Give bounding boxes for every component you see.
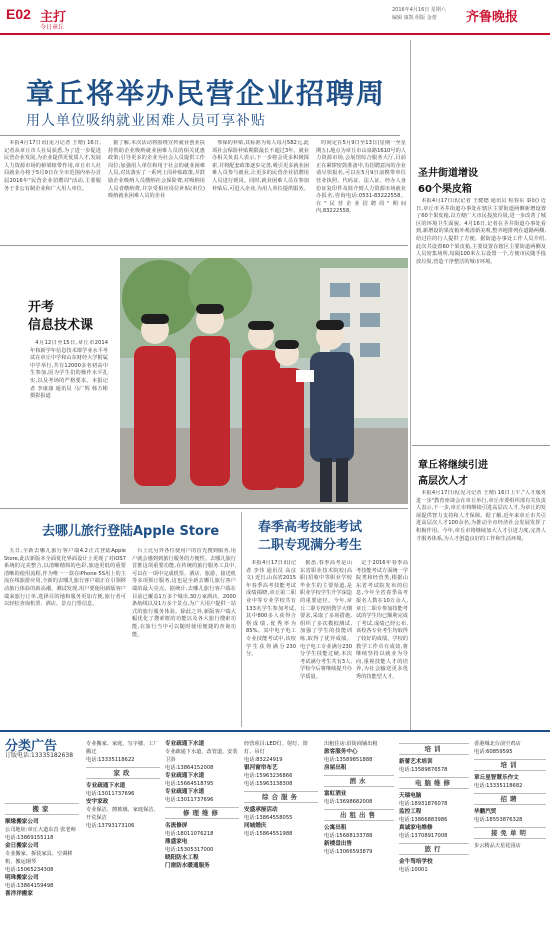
ad-business-name: 鼎盛家电 bbox=[165, 839, 188, 845]
ad-text: 电话:83224919 bbox=[244, 757, 283, 763]
ad-category: 综合服务 bbox=[244, 791, 318, 803]
ad-text: 电话:13589851888 bbox=[324, 757, 373, 763]
ad-category: 培训 bbox=[399, 743, 469, 755]
ad-category: 旅行 bbox=[399, 843, 469, 855]
apple-story-col1: 五日,全新去哪儿旅行客户端4.2正式登陆Apple Store,此次新版本全面优化界面设计上更现了对iOS7系统的完美整合,以清晰精简的色彩,旅途更低的重要清晰的使用流程,作为唯一一款在iPhone 5S用上的主流在线旅游应用,全新的去哪儿旅行客户端正在引领移动旅行体验的新高潮。测试发现,用户要使用新版客户端来旅行订单,选择目的地和服务更加方便,旅行者可以轻松查询机票、酒店、景点门票信息。 bbox=[4, 548, 126, 608]
ad-business-name: 华鹏汽贸 bbox=[474, 809, 497, 815]
ads-title: 分类广告 bbox=[5, 739, 58, 754]
left-story-title: 开考 bbox=[28, 300, 55, 315]
ad-text: 电话:13589876578 bbox=[399, 767, 448, 773]
main-subheadline: 用人单位吸纳就业困难人员可享补贴 bbox=[26, 113, 266, 129]
ad-text: 电话:10001 bbox=[399, 867, 428, 873]
ad-category: 电脑维修 bbox=[399, 777, 469, 789]
newspaper-logo: 齐鲁晚报 bbox=[466, 10, 519, 25]
header-rule bbox=[0, 33, 550, 35]
ad-business-name: 富虹酒业 bbox=[324, 791, 347, 797]
ad-business-name: 专业疏通下水道 bbox=[86, 783, 126, 789]
ad-text: 经营项目:LED灯、射灯、筒灯、吊灯 bbox=[244, 741, 308, 755]
ad-text: 电话:15664518795 bbox=[165, 781, 214, 787]
ad-business-name: 新楼盘出售 bbox=[324, 841, 352, 847]
ad-category: 修理维修 bbox=[165, 807, 239, 819]
ad-column bbox=[244, 740, 318, 925]
apple-story-title: 去哪儿旅行登陆Apple Store bbox=[42, 524, 220, 539]
exam-story-col1: 本报4月17日讯(记者 李伟 通讯员 高彦文) 近日,山东省2015年春季高考技能考试成绩揭晓,章丘第二职业中等专业学校共有133名学生参加考试,其中800多人获得合格成绩,优秀率为85%。其中电子电工专业技能考试中,该校学生获得满分230分。 bbox=[246, 560, 296, 658]
ad-category: 出租出售 bbox=[324, 809, 394, 821]
ad-text: 电话:13066593879 bbox=[324, 849, 373, 855]
right-story2-title: 章丘将继续引进 bbox=[418, 460, 488, 471]
ad-text: 步云精品天星花园店 bbox=[474, 843, 521, 849]
divider bbox=[0, 135, 400, 136]
ad-text: 电话:18931876078 bbox=[399, 801, 448, 807]
ad-text: 电话:15688133788 bbox=[324, 833, 373, 839]
right-story1-text: 本报4月17日讯(记者 王健德 通讯员 程春东 秦珉) 近日,章丘市圣井街道办事处在辖区主要街道两侧新增设置了60个果皮箱,以方便广大市民投放垃圾,进一步改善了城区的环境卫生面貌。4月16日,记者在圣井街道办事处看到,新增设的果皮箱外观清新美观,整齐地排列在道路两侧,给过往的行人提供了方便。据街道办事处工作人员介绍,此次共设置60个果皮箱,主要设置在辖区主要街道两侧及人员密集场所,每隔100米左右设置一个,方便市民随手投放垃圾,营造干净整洁的城市环境。 bbox=[416, 198, 546, 265]
ad-text: 电话:13708917008 bbox=[399, 833, 448, 839]
ad-text: 电话:13011737696 bbox=[86, 791, 135, 797]
ad-text: 电话:13864152008 bbox=[165, 765, 214, 771]
ad-text: 电话:15963236866 bbox=[244, 773, 293, 779]
news-photo bbox=[120, 258, 408, 504]
ad-business-name: 公寓出租 bbox=[324, 825, 347, 831]
ad-text: 电话:15065234308 bbox=[5, 867, 54, 873]
vertical-divider bbox=[241, 512, 242, 727]
ad-business-name: 金牛驾培学校 bbox=[399, 859, 433, 865]
ad-text: 公司地址:章丘大道东首 张老师 bbox=[5, 827, 76, 833]
ad-category: 培训 bbox=[474, 759, 546, 771]
ad-text: 电话:13793173106 bbox=[86, 823, 135, 829]
ad-business-name: 新蕾艺术培训 bbox=[399, 759, 433, 765]
ad-text: 专业保洁、擦玻璃、家庭保洁、开荒保洁 bbox=[86, 807, 159, 821]
main-story-col3: 参保的补贴,其标准为每人每月582元,此项社会保险补贴期限最长不超过3年。就业办相关负责人表示,下一步将会更多积极探索,并将配套政策逐步完善,吸引更多就业困难人员参与就业,让更多的民营企业招聘用人员进行到岗。同时,就业困难人员在参加补贴后,可进入企业,为用人单位提供服务。 bbox=[212, 140, 309, 192]
ad-business-name: 明珠搬家公司 bbox=[5, 875, 39, 881]
left-story-text: 4月12日至15日,章丘市2014年和新学年信息技术课学业水平考试在章丘中学和山东财经大学附属中学举行,共有12000多名初高中生参加,因为学生们的操作水平扎实,以及考场的严格要求。本报记者 李康康 通讯员 马广辉 韩方彬 摄影报道 bbox=[30, 340, 108, 400]
ad-business-name: 顺缘搬家公司 bbox=[5, 819, 39, 825]
ad-text: 电话:18553876328 bbox=[474, 817, 523, 823]
ad-business-name: 金日搬家公司 bbox=[5, 843, 39, 849]
date-line: 2016年4月16日 星期六 bbox=[392, 7, 446, 13]
ad-business-name: 银河窗帘布艺 bbox=[244, 765, 278, 771]
ad-text: 电话:15305317000 bbox=[165, 847, 214, 853]
exam-story-title2: 二职专现满分考生 bbox=[258, 538, 363, 553]
ads-phone: 订版电话:13335182638 bbox=[5, 752, 74, 759]
ad-text: 电话:13011737696 bbox=[165, 797, 214, 803]
ad-text: 电话:13335118622 bbox=[86, 757, 135, 763]
ad-business-name: 同城婚庆 bbox=[244, 823, 267, 829]
divider bbox=[0, 245, 408, 246]
ad-text: 香港城北台前空鸡店 bbox=[474, 741, 521, 747]
ad-text: 电话:13869155118 bbox=[5, 835, 54, 841]
ad-business-name: 安盛承接活动 bbox=[244, 807, 278, 813]
ad-category: 酒水 bbox=[324, 775, 394, 787]
ad-text: 专业搬家、拆装家具、空调移机、搬运钢琴 bbox=[5, 851, 73, 865]
ad-column bbox=[324, 740, 394, 925]
ad-column bbox=[86, 740, 160, 925]
ad-column bbox=[399, 740, 469, 925]
ad-business-name: 房屋出租 bbox=[324, 765, 347, 771]
ad-text: 电话:15864551988 bbox=[244, 831, 293, 837]
main-story-col2: 据了解,本次活动将围绕宣传就业创业扶持帮助企业吸纳就业困难人员的相关优惠政策;引导更多的企业为社会人员提供工作岗位;加强用人单位和用于社会的就业困难人员,对其落实了一系列上岗补贴政策,并鼓励企业吸纳人员缴纳社会保险费,对吸纳用人员者缴纳费,并享受相应岗位补贴(单位)吸纳就业困难人员的企业 bbox=[108, 140, 205, 200]
ad-text: 电话:13866883986 bbox=[399, 817, 448, 823]
ad-category: 接免单明 bbox=[474, 827, 546, 839]
exam-story-col3: 定于2016年春季高考技能考试方面统一学院类和经营类,根据山东省考试院发布的信息,今年全省春季高考报名人数在10万余人,章丘二职专参加技能考试的学生均已顺利完成了考试,成绩已经公布,该校各专业考生均取得了较好的成绩。学校的教学工作卓有成效,将继续坚持以就业为导向,重视技能人才的培养,为社会输送更多优秀的技能型人才。 bbox=[356, 560, 408, 680]
students-photo-illustration bbox=[120, 258, 408, 504]
main-headline: 章丘将举办民营企业招聘周 bbox=[26, 77, 387, 110]
ad-business-name: 专业疏通下水道 bbox=[165, 773, 205, 779]
ad-column bbox=[474, 740, 546, 925]
section-name: 主打 bbox=[40, 10, 67, 25]
right-story2-title2: 高层次人才 bbox=[418, 476, 468, 487]
ad-text: 电话:15963138308 bbox=[244, 781, 293, 787]
left-story-title2: 信息技术课 bbox=[28, 318, 94, 333]
ad-business-name: 天瑞电脑 bbox=[399, 793, 422, 799]
ad-category: 搬家 bbox=[5, 803, 79, 815]
section-subtitle: 今日章丘 bbox=[40, 24, 65, 31]
ad-business-name: 旅客服务中心 bbox=[324, 749, 358, 755]
header-meta bbox=[392, 6, 472, 22]
page-header bbox=[0, 0, 550, 34]
main-story-col1: 本报4月17日讯(见习记者 王晴) 16日,记者从章丘市人社局获悉,为了进一步促进民营企业发展,为企业提供更优质人才,发展人力资源市场的桥梁纽带作用,章丘市人社局就业办将于5月9日在全市范围内举办首届2016年"民营企业招聘周"活动,主要服务于非公有制企业和广大用人单位。 bbox=[4, 140, 101, 192]
divider bbox=[0, 508, 408, 509]
ad-text: 电话:60859595 bbox=[474, 749, 513, 755]
exam-story-title: 春季高考技能考试 bbox=[258, 520, 363, 535]
right-story1-title2: 60个果皮箱 bbox=[418, 184, 472, 195]
ad-business-name: 专业疏通下水道 bbox=[165, 789, 205, 795]
ad-business-name: 安宇家政 bbox=[86, 799, 109, 805]
ad-business-name: 真诚家电维修 bbox=[399, 825, 433, 831]
main-story-col4: 时间定在5月9日至13日(星期一至星期五),地点为章丘市山泉路1610号的人力资源市场,会展馆综合服务大厅,目前正在紧锣密鼓准备中,有招聘意向的企业请尽快报名,可以在5月9日前携带单位营业执照、代码证、法人证、经办人身份证复印件及简介到人力资源市场就业办报名,咨询电话:0531-83222558。在"民营企业招聘周"期间内,83222558。 bbox=[316, 140, 406, 215]
ad-text: 专业搬家、家庭、写字楼、工厂搬迁 bbox=[86, 741, 159, 755]
vertical-divider bbox=[410, 40, 411, 730]
ad-business-name: 晓阳防水工程 bbox=[165, 855, 199, 861]
ad-column bbox=[165, 740, 239, 925]
right-story2-text: 本报4月17日讯(见习记者 王晴) 16日上午,"人才服务进一步"教育座谈会在章丘举行,章丘市委组织部有关负责人表示,下一步,章丘市将继续引进高层次人才,为章丘的发展提供智力支持和人才保障。据了解,近年来章丘市共引进高层次人才100余名,为推动全市经济社会发展发挥了积极作用。今年,章丘市将继续加大人才引进力度,完善人才服务体系,为人才创造良好的工作和生活环境。 bbox=[416, 490, 546, 542]
right-story1-title: 圣井街道增设 bbox=[418, 168, 478, 179]
ad-text: 电话:18011076218 bbox=[165, 831, 214, 837]
ad-business-name: 门窗防水暖通服务 bbox=[165, 863, 210, 869]
ad-text: 电话:13864558055 bbox=[244, 815, 293, 821]
ad-business-name: 喜洋洋搬家 bbox=[5, 891, 33, 897]
divider bbox=[412, 445, 550, 446]
ad-business-name: 章丘星智慧乐作文 bbox=[474, 775, 519, 781]
ad-category: 招聘 bbox=[474, 793, 546, 805]
exam-story-col2: 据悉,春季高考是山东省职业技术院校(高职)招收中等职业学校毕业生的主要渠道,是职业学校学生升学深造的重要途径。今年,章丘二职专按照教学大纲要求,采取了多项措施,组织了多次模拟测试,加强了学生的技能训练,取得了优异成绩。电子电工专业满分230分学生技能过硬,本次考试满分考生共有3人,学校今后将继续提升办学质量。 bbox=[300, 560, 352, 680]
ad-business-name: 名流修屏 bbox=[165, 823, 188, 829]
ad-text: 电话:13698682008 bbox=[324, 799, 373, 805]
ads-rule bbox=[0, 730, 550, 732]
page-number: E02 bbox=[6, 6, 31, 22]
ad-column bbox=[5, 800, 79, 925]
ad-category: 家政 bbox=[86, 767, 160, 779]
ad-business-name: 专业疏通下水道 bbox=[165, 741, 205, 747]
apple-story-col2: 台上比另外各位使用户的首先搜到服务,用户就会感到到旅行服务的方便性。去哪儿旅行首推这项重要功能,在传统的旅行服务工具中,可以在一项中完成机票、酒店、旅游、接送机等多项预订服务,这也是全新去哪儿旅行客户端的最大亮点。据统计,去哪儿旅行客户端在目前已覆盖1万多个城市,30万家酒店、2000条航线以及1万多个景点,为广大用户提供一站式的旅行服务体验。除此之外,新版客户端大幅优化了搜索框的功能以及各大旅行搜索功能,在旅行当中可以随时使用便捷的查询功能。 bbox=[132, 548, 236, 638]
ad-text: 电话:13864159498 bbox=[5, 883, 54, 889]
editor-line: 编辑 康凯 组版 金蕾 bbox=[392, 15, 437, 21]
ad-business-name: 监控工程 bbox=[399, 809, 422, 815]
ad-text: 电话:13335118682 bbox=[474, 783, 523, 789]
ad-text: 专业疏通下水道、改管道、安装卫浴 bbox=[165, 749, 238, 763]
ad-text: 出租住房:沿街商铺出租 bbox=[324, 741, 378, 747]
